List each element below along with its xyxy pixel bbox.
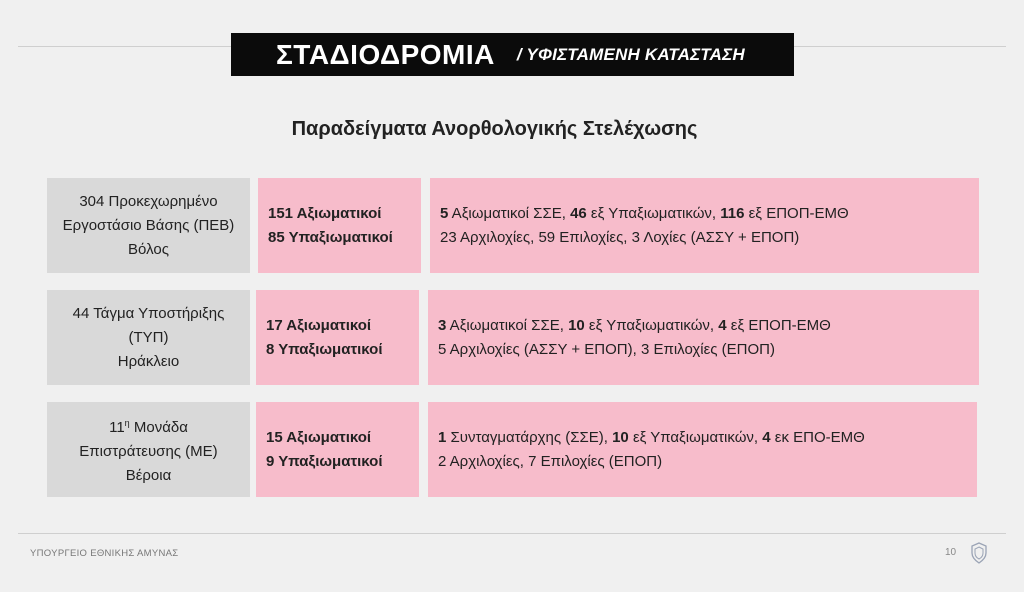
detail-bold: 116	[720, 204, 745, 222]
unit-line: (ΤΥΠ)	[128, 328, 169, 346]
detail-cell-2	[428, 290, 979, 385]
detail-line-1	[438, 426, 977, 450]
page-subtitle: / ΥΦΙΣΤΑΜΕΝΗ ΚΑΤΑΣΤΑΣΗ	[516, 44, 745, 64]
nco-count: 85 Υπαξιωματικοί	[268, 228, 393, 246]
officers-count: 15 Αξιωματικοί	[266, 428, 372, 446]
detail-text: εκ ΕΠΟ-ΕΜΘ	[770, 428, 865, 446]
detail-cell-1	[430, 178, 979, 273]
detail-bold: 10	[568, 316, 585, 334]
detail-line-1	[440, 202, 979, 226]
title-bar	[231, 33, 794, 76]
detail-line-2: 5 Αρχιλοχίες (ΑΣΣΥ + ΕΠΟΠ), 3 Επιλοχίες (ΕΠΟΠ)	[438, 340, 775, 358]
unit-cell-3	[47, 402, 250, 497]
page-title: ΣΤΑΔΙΟΔΡΟΜΙΑ	[276, 38, 495, 70]
detail-bold: 46	[570, 204, 587, 222]
unit-line: Βόλος	[128, 240, 169, 258]
detail-text: εξ Υπαξιωματικών,	[586, 204, 721, 222]
personnel-cell-2	[256, 290, 419, 385]
officers-count: 151 Αξιωματικοί	[268, 204, 382, 222]
unit-cell-2	[47, 290, 250, 385]
detail-text: Αξιωματικοί ΣΣΕ,	[448, 204, 571, 222]
section-heading-text: Παραδείγματα Ανορθολογικής Στελέχωσης	[291, 118, 698, 140]
unit-superscript: η	[124, 418, 130, 428]
detail-bold: 1	[438, 428, 447, 446]
nco-count: 8 Υπαξιωματικοί	[266, 340, 383, 358]
unit-number: 11	[109, 419, 125, 436]
detail-cell-3	[428, 402, 977, 497]
section-heading	[0, 118, 1024, 141]
personnel-cell-1	[258, 178, 421, 273]
crest-icon	[970, 542, 988, 564]
page-number: 10	[945, 547, 957, 558]
detail-text: εξ Υπαξιωματικών,	[584, 316, 719, 334]
detail-text: εξ ΕΠΟΠ-ΕΜΘ	[726, 316, 831, 334]
detail-text: εξ ΕΠΟΠ-ΕΜΘ	[744, 204, 849, 222]
unit-line: Ηράκλειο	[117, 352, 180, 370]
unit-line	[47, 411, 250, 440]
unit-cell-1	[47, 178, 250, 273]
unit-line: 304 Προκεχωρημένο	[79, 192, 218, 210]
officers-count: 17 Αξιωματικοί	[266, 316, 372, 334]
unit-line: 44 Τάγμα Υποστήριξης	[72, 304, 225, 322]
unit-line: Εργοστάσιο Βάσης (ΠΕΒ)	[62, 216, 235, 234]
detail-bold: 4	[762, 428, 771, 446]
personnel-cell-3	[256, 402, 419, 497]
detail-line-2: 23 Αρχιλοχίες, 59 Επιλοχίες, 3 Λοχίες (ΑΣΣΥ + ΕΠΟΠ)	[440, 228, 800, 246]
detail-bold: 5	[440, 204, 449, 222]
detail-bold: 3	[438, 316, 447, 334]
detail-text: Συνταγματάρχης (ΣΣΕ),	[446, 428, 613, 446]
detail-line-1	[438, 314, 979, 338]
detail-text: Αξιωματικοί ΣΣΕ,	[446, 316, 569, 334]
unit-name: Μονάδα	[129, 419, 188, 436]
unit-line: Επιστράτευσης (ΜΕ)	[79, 443, 218, 460]
detail-bold: 4	[718, 316, 727, 334]
detail-text: εξ Υπαξιωματικών,	[628, 428, 763, 446]
detail-bold: 10	[612, 428, 629, 446]
bottom-divider	[18, 533, 1006, 534]
footer-ministry: ΥΠΟΥΡΓΕΙΟ ΕΘΝΙΚΗΣ ΑΜΥΝΑΣ	[30, 548, 179, 559]
detail-line-2: 2 Αρχιλοχίες, 7 Επιλοχίες (ΕΠΟΠ)	[438, 452, 663, 470]
nco-count: 9 Υπαξιωματικοί	[266, 452, 383, 470]
unit-line: Βέροια	[125, 467, 172, 484]
